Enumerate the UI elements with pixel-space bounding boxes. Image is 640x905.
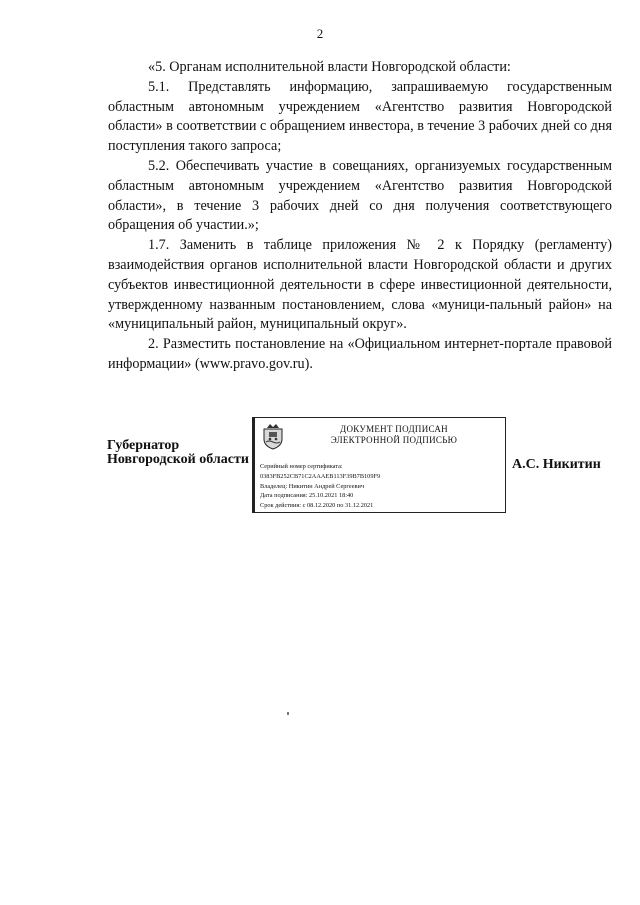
stamp-validity: Срок действия: с 08.12.2020 по 31.12.2021: [260, 502, 374, 510]
stamp-heading-line2: ЭЛЕКТРОННОЙ ПОДПИСЬЮ: [330, 435, 458, 445]
signer-position: [107, 439, 249, 467]
stamp-serial-value: 0383FB252CB71C2AAAEB113F39B7B109F9: [260, 472, 381, 480]
scan-speck: [287, 712, 289, 715]
stamp-details: [260, 462, 380, 511]
paragraph-item-5: «5. Органам исполнительной власти Новгородской области:: [148, 59, 511, 75]
page-number: 2: [316, 26, 324, 41]
signer-position-line2: Новгородской области: [107, 452, 249, 467]
paragraph-item-1-7: 1.7. Заменить в таблице приложения № 2 к Порядку (регламенту) взаимодействия органов исполнительной власти Новгородской области и других субъектов инвестиционной деятельности в сфере инвестиционной деятельности, утвержденному названным постановлением, слова «муници-пальный район» на «муниципальный район, муниципальный округ».: [108, 237, 612, 333]
coat-of-arms-icon: [261, 422, 285, 450]
paragraph-item-5-1: 5.1. Представлять информацию, запрашиваемую государственным областным автономным учреждением «Агентство развития Новгородской области» в соответствии с обращением инвестора, в течение 3 рабочих дней со дня поступления такого запроса;: [108, 78, 612, 155]
stamp-heading: [289, 424, 499, 446]
signer-position-line1: Губернатор: [107, 438, 180, 453]
document-body: [108, 58, 612, 375]
stamp-owner: Владелец: Никитин Андрей Сергеевич: [260, 482, 365, 490]
paragraph-item-2: 2. Разместить постановление на «Официальном интернет-портале правовой информации» (www.pravo.gov.ru).: [108, 336, 612, 372]
signature-block: [0, 417, 640, 517]
stamp-signed-date: Дата подписания: 25.10.2021 18:40: [260, 492, 354, 500]
stamp-heading-line1: ДОКУМЕНТ ПОДПИСАН: [340, 424, 448, 434]
paragraph-item-5-2: 5.2. Обеспечивать участие в совещаниях, организуемых государственным областным автономным учреждением «Агентство развития Новгородской области», в течение 3 рабочих дней со дня получения соответствующего обращения об участии.»;: [108, 157, 612, 234]
signer-name: А.С. Никитин: [512, 457, 601, 472]
electronic-signature-stamp: [252, 417, 506, 513]
stamp-serial-label: Серийный номер сертификата:: [260, 463, 343, 470]
